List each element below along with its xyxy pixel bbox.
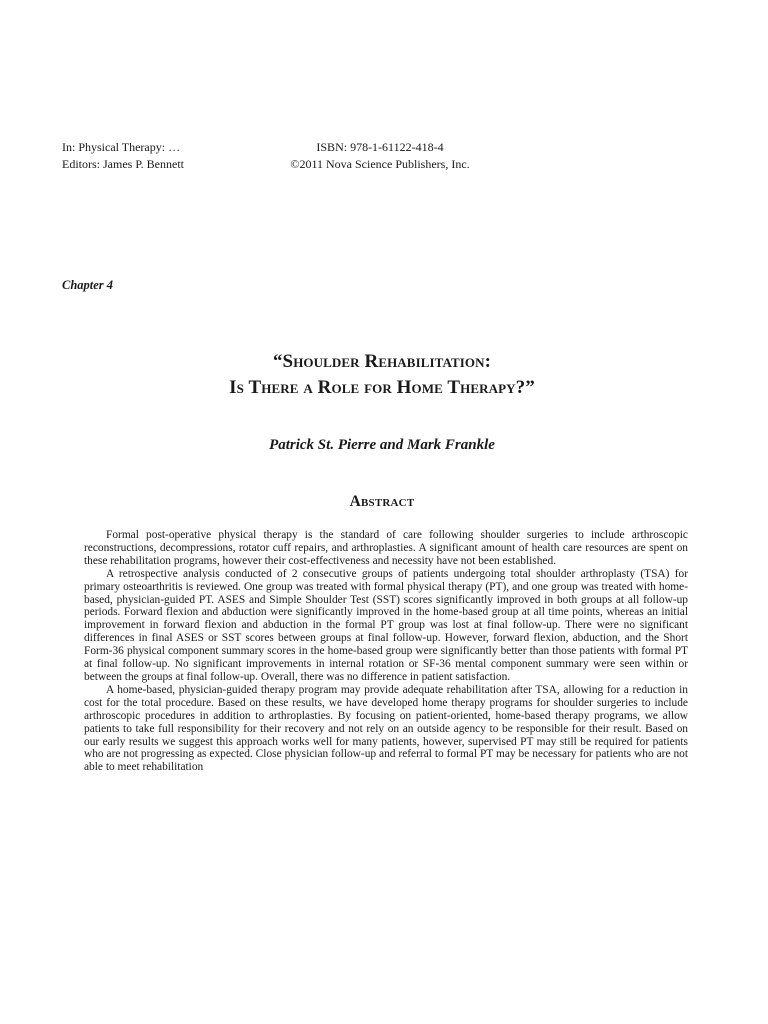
abstract-paragraph-1: Formal post-operative physical therapy is the standard of care following shoulder surgeries to include arthroscopic reconstructions, decompressions, rotator cuff repairs, and arthroplasties. A significant amount of health care resources are spent on these rehabilitation programs, however their cost-effectiveness and necessity have not been established. [84, 529, 688, 567]
editors-line: Editors: James P. Bennett [62, 157, 184, 171]
source-line: In: Physical Therapy: … [62, 140, 181, 154]
publication-header [62, 139, 682, 173]
isbn-line: ISBN: 978-1-61122-418-4 [316, 140, 444, 154]
copyright-line: ©2011 Nova Science Publishers, Inc. [290, 157, 470, 171]
header-row-1 [62, 139, 682, 156]
chapter-title [62, 349, 702, 401]
chapter-label: Chapter 4 [62, 278, 114, 292]
abstract-heading: Abstract [349, 493, 415, 510]
abstract-paragraph-3: A home-based, physician-guided therapy program may provide adequate rehabilitation after TSA, allowing for a reduction in cost for the total procedure. Based on these results, we have developed home therapy programs for shoulder surgeries to include arthroscopic procedures in addition to arthroplasties. By focusing on patient-oriented, home-based therapy programs, we allow patients to take full responsibility for their recovery and not rely on an outside agency to be responsible for their result. Based on our early results we suggest this approach works well for many patients, however, supervised PT may still be required for patients who are not progressing as expected. Close physician follow-up and referral to formal PT may be necessary for patients who are not able to meet rehabilitation [84, 683, 688, 774]
abstract-paragraph-2: A retrospective analysis conducted of 2 consecutive groups of patients undergoing total shoulder arthroplasty (TSA) for primary osteoarthritis is reviewed. One group was treated with formal physical therapy (PT), and one group was treated with home-based, physician-guided PT. ASES and Simple Shoulder Test (SST) scores significantly improved in both groups at all follow-up periods. Forward flexion and abduction were significantly improved in the home-based group at all time points, whereas an initial improvement in forward flexion and abduction in the formal PT group was lost at final follow-up. There were no significant differences in final ASES or SST scores between groups at final follow-up. However, forward flexion, abduction, and the Short Form-36 physical component summary scores in the home-based group were significantly better than those patients with formal PT at final follow-up. No significant improvements in internal rotation or SF-36 mental component summary were seen within or between the groups at final follow-up. Overall, there was no difference in patient satisfaction. [84, 567, 688, 683]
abstract-body [84, 529, 688, 774]
title-line-2: Is There a Role for Home Therapy?” [229, 377, 535, 398]
authors-line: Patrick St. Pierre and Mark Frankle [269, 437, 495, 453]
header-row-2 [62, 156, 682, 173]
title-line-1: “Shoulder Rehabilitation: [272, 351, 492, 372]
